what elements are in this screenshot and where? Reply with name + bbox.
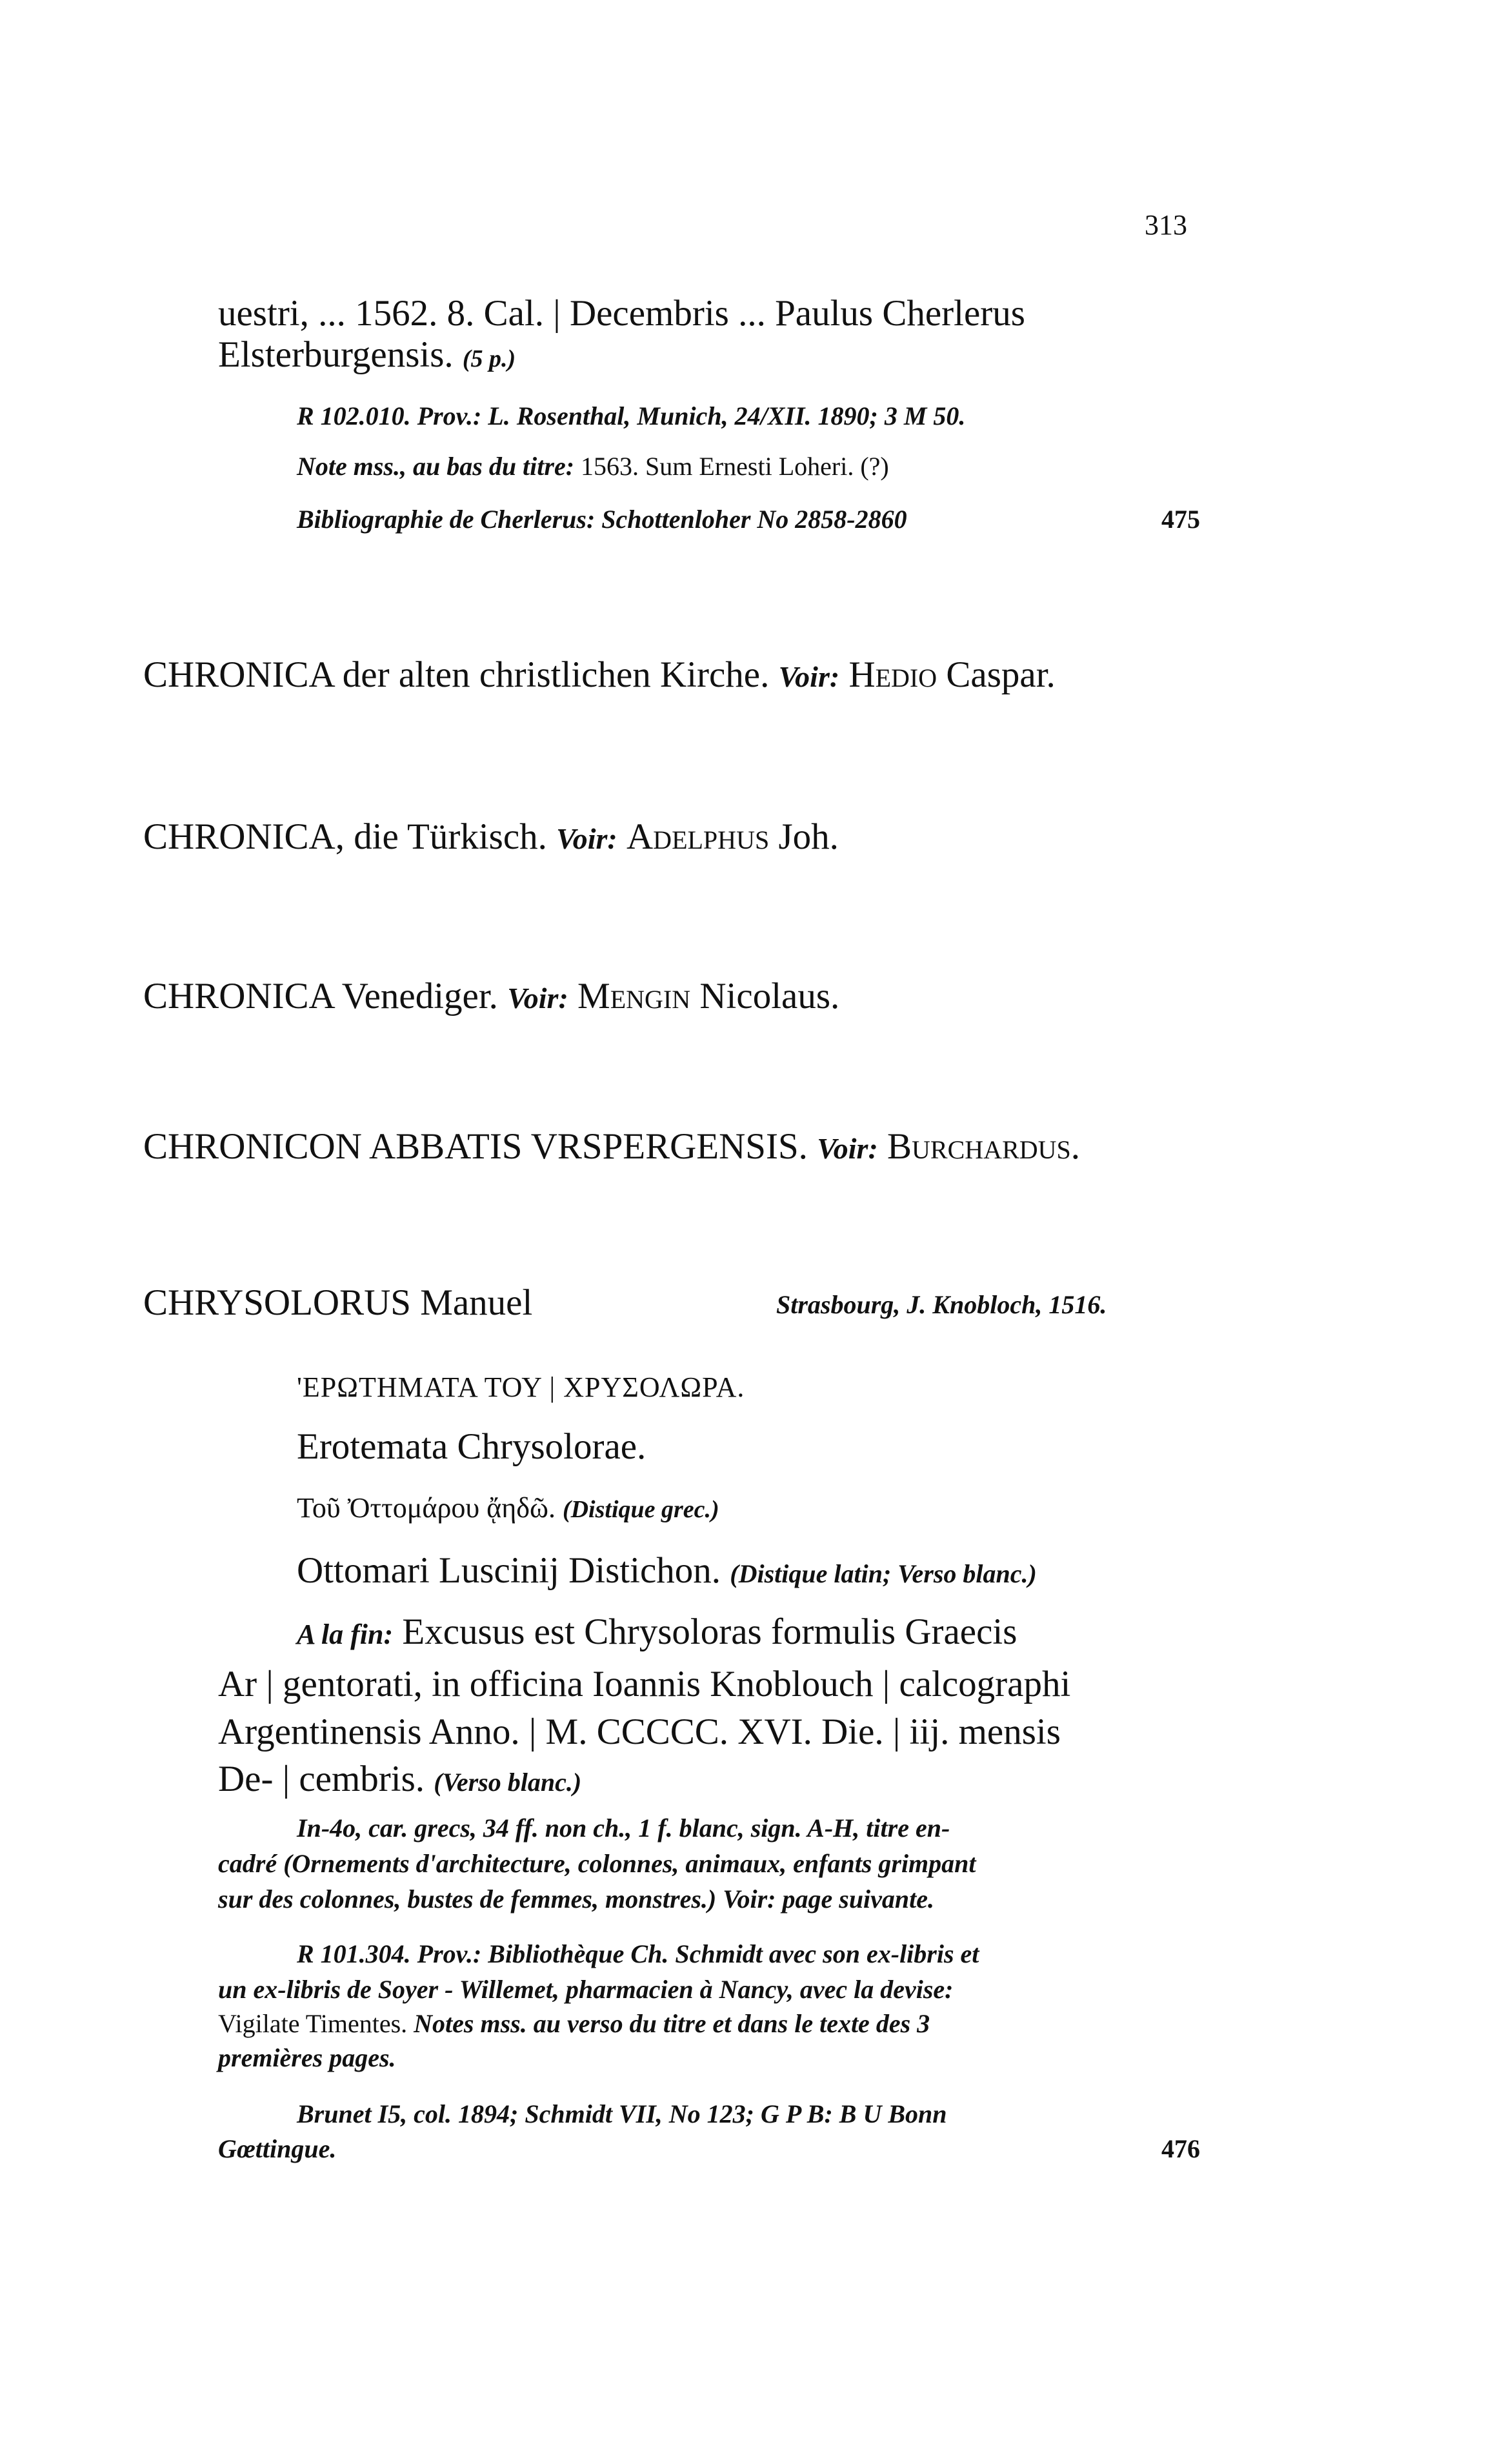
xref-head: CHRONICA der alten christlichen Kirche.	[143, 654, 770, 695]
entry2-biblio-row	[218, 2136, 1200, 2162]
xref-3	[143, 978, 839, 1015]
entry2-greek-line	[297, 1494, 719, 1522]
entry2-greek-text: Τοῦ Ὀττομάρου ᾄηδῶ.	[297, 1492, 556, 1524]
desc-line-1: In-4o, car. grecs, 34 ff. non ch., 1 f. blanc, sign. A-H, titre en-	[297, 1813, 950, 1843]
entry2-number: 476	[1161, 2134, 1200, 2163]
xref-target: Adelphus	[626, 816, 770, 857]
entry1-note-text: 1563. Sum Ernesti Loheri. (?)	[581, 452, 889, 481]
prov-line-4: premières pages.	[218, 2043, 396, 2072]
entry1-line1: uestri, ... 1562. 8. Cal. | Decembris ... Paulus Cherlerus	[218, 293, 1025, 334]
entry2-ottomari	[297, 1552, 1037, 1589]
xref-1	[143, 656, 1056, 693]
xref-head: CHRONICA Venediger.	[143, 976, 498, 1016]
xref-voir: Voir:	[817, 1132, 878, 1165]
colophon-line-4	[218, 1761, 581, 1797]
colophon-note: (Verso blanc.)	[434, 1768, 582, 1797]
xref-head: CHRONICA, die Türkisch.	[143, 816, 547, 857]
colophon-text: Excusus est Chrysoloras formulis Graecis	[402, 1611, 1017, 1652]
prov-notes: Notes mss. au verso du titre et dans le texte des 3	[414, 2009, 930, 2038]
entry2-greek-note: (Distique grec.)	[562, 1496, 719, 1523]
entry1-note	[297, 454, 889, 480]
entry1-line2-text: Elsterburgensis.	[218, 334, 454, 375]
xref-target: Mengin	[577, 976, 691, 1016]
desc-line-3: sur des colonnes, bustes de femmes, monstres.) Voir: page suivante.	[218, 1884, 935, 1914]
colophon-line-2: Ar | gentorati, in officina Ioannis Knoblouch | calcographi	[218, 1664, 1071, 1704]
prov-line-3	[218, 2011, 930, 2037]
colophon-line-1	[297, 1613, 1017, 1650]
entry2-ottomari-note: (Distique latin; Verso blanc.)	[730, 1559, 1037, 1588]
entry2-biblio-2: Gœttingue.	[218, 2134, 337, 2163]
colophon-text: De- | cembris.	[218, 1759, 425, 1799]
colophon-line-3: Argentinensis Anno. | M. CCCCC. XVI. Die. | iij. mensis	[218, 1712, 1061, 1752]
xref-voir: Voir:	[778, 660, 840, 693]
entry1-biblio-row	[297, 507, 1200, 532]
entry2-latin-title: Erotemata Chrysolorae.	[297, 1426, 646, 1467]
entry1-pages-note: (5 p.)	[462, 345, 516, 372]
entry1-line2	[218, 336, 516, 373]
entry1-biblio: Bibliographie de Cherlerus: Schottenloher No 2858-2860	[297, 505, 907, 534]
entry1-number: 475	[1161, 505, 1200, 534]
xref-2	[143, 818, 839, 855]
page-number: 313	[1145, 209, 1187, 241]
xref-4	[143, 1128, 1080, 1165]
xref-target: Burchardus.	[887, 1126, 1081, 1167]
entry2-biblio-1: Brunet I5, col. 1894; Schmidt VII, No 123; G P B: B U Bonn	[297, 2099, 947, 2128]
xref-voir: Voir:	[507, 982, 568, 1015]
xref-rest: Nicolaus.	[699, 976, 840, 1016]
xref-rest: Joh.	[778, 816, 839, 857]
xref-target: Hedio	[848, 654, 937, 695]
xref-head: CHRONICON ABBATIS VRSPERGENSIS.	[143, 1126, 808, 1167]
entry2-imprint: Strasbourg, J. Knobloch, 1516.	[776, 1290, 1107, 1319]
xref-rest: Caspar.	[946, 654, 1056, 695]
colophon-label: A la fin:	[297, 1619, 394, 1650]
xref-voir: Voir:	[556, 822, 617, 855]
entry1-ref: R 102.010. Prov.: L. Rosenthal, Munich, 24/XII. 1890; 3 M 50.	[297, 401, 966, 430]
entry2-greek-title: 'ΕΡΩΤΗΜΑΤΑ ΤΟΥ | ΧΡΥΣΟΛΩΡΑ.	[297, 1371, 745, 1403]
prov-motto: Vigilate Timentes.	[218, 2009, 408, 2038]
entry2-ottomari-text: Ottomari Luscinij Distichon.	[297, 1550, 721, 1591]
prov-line-1: R 101.304. Prov.: Bibliothèque Ch. Schmidt avec son ex-libris et	[297, 1939, 979, 1968]
entry2-heading: CHRYSOLORUS Manuel	[143, 1282, 533, 1323]
desc-line-2: cadré (Ornements d'architecture, colonnes, animaux, enfants grimpant	[218, 1849, 976, 1878]
prov-line-2: un ex-libris de Soyer - Willemet, pharmacien à Nancy, avec la devise:	[218, 1975, 954, 2004]
entry1-note-label: Note mss., au bas du titre:	[297, 452, 575, 481]
